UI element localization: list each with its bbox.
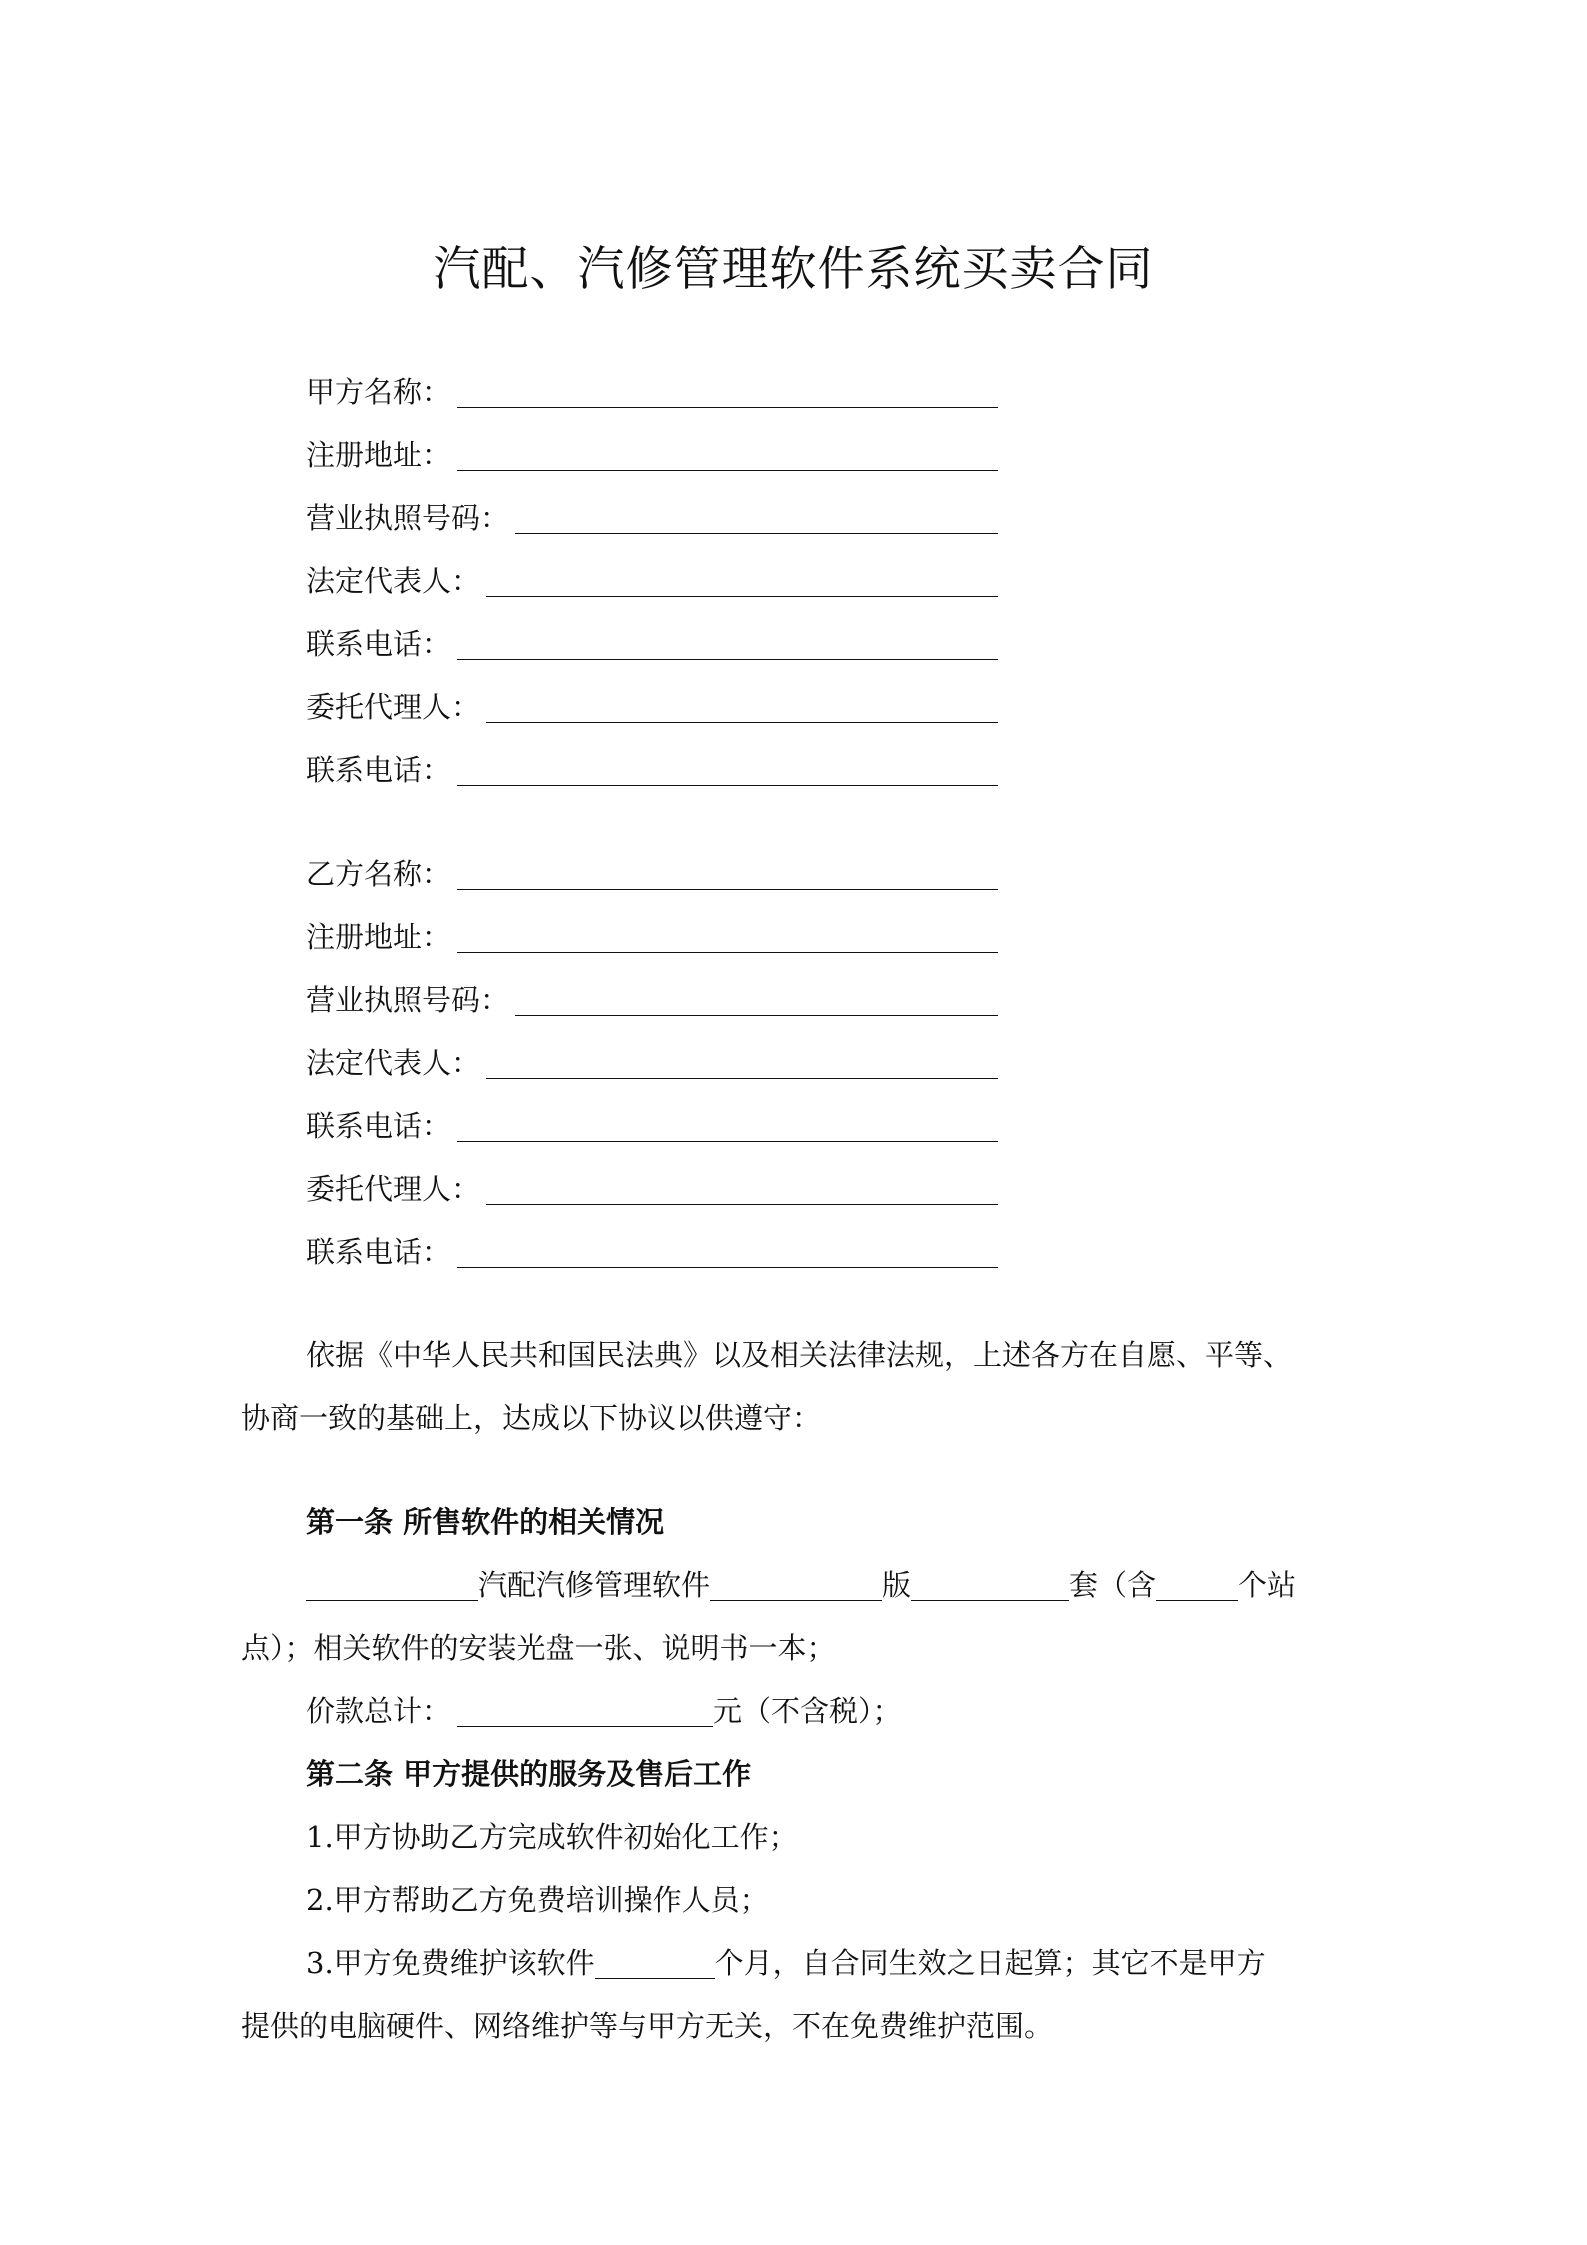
article-2-item-3 — [306, 1939, 1266, 1983]
field-label: 法定代表人： — [306, 564, 481, 598]
software-label: 汽配汽修管理软件 — [478, 1568, 711, 1602]
article-1-item-cont — [241, 1624, 836, 1668]
price-unit: 元（不含税）； — [713, 1694, 902, 1728]
party-a-agent-phone-field[interactable] — [306, 746, 998, 790]
price-blank[interactable] — [457, 1692, 713, 1727]
article-1-heading — [306, 1498, 664, 1542]
field-label: 法定代表人： — [306, 1046, 481, 1080]
party-b-agent-phone-field[interactable] — [306, 1228, 998, 1272]
blank-line[interactable] — [486, 688, 998, 723]
article-2-item-3-cont-text: 提供的电脑硬件、网络维护等与甲方无关，不在免费维护范围。 — [241, 2009, 1054, 2043]
intro-line-1 — [306, 1331, 1292, 1375]
article-2-heading-text: 第二条 甲方提供的服务及售后工作 — [306, 1757, 752, 1791]
party-a-name-field[interactable] — [306, 368, 998, 412]
price-line — [306, 1687, 902, 1731]
version-label: 版 — [882, 1568, 912, 1602]
intro-text-2: 协商一致的基础上，达成以下协议以供遵守： — [241, 1401, 822, 1435]
blank-line[interactable] — [306, 1566, 478, 1601]
blank-line[interactable] — [515, 981, 998, 1016]
blank-line[interactable] — [457, 1233, 998, 1268]
party-b-agent-field[interactable] — [306, 1165, 998, 1209]
party-a-rep-field[interactable] — [306, 557, 998, 601]
field-label: 营业执照号码： — [306, 501, 510, 535]
set-label: 套（含 — [1069, 1568, 1157, 1602]
party-a-agent-field[interactable] — [306, 683, 998, 727]
months-blank[interactable] — [595, 1944, 715, 1979]
party-b-phone-field[interactable] — [306, 1102, 998, 1146]
blank-line[interactable] — [710, 1566, 882, 1601]
article-1-heading-text: 第一条 所售软件的相关情况 — [306, 1505, 665, 1539]
field-label: 联系电话： — [306, 627, 452, 661]
document-title: 汽配、汽修管理软件系统买卖合同 — [433, 242, 1154, 297]
field-label: 注册地址： — [306, 438, 452, 472]
party-b-address-field[interactable] — [306, 913, 998, 957]
field-label: 联系电话： — [306, 1235, 452, 1269]
blank-line[interactable] — [911, 1566, 1069, 1601]
blank-line[interactable] — [457, 918, 998, 953]
field-label: 联系电话： — [306, 753, 452, 787]
article-2-item-1-text: 1.甲方协助乙方完成软件初始化工作； — [306, 1820, 798, 1854]
blank-line[interactable] — [457, 625, 998, 660]
blank-line[interactable] — [486, 562, 998, 597]
intro-line-2 — [241, 1394, 821, 1438]
blank-line[interactable] — [457, 373, 998, 408]
party-b-license-field[interactable] — [306, 976, 998, 1020]
article-2-item-1 — [306, 1813, 798, 1857]
field-label: 营业执照号码： — [306, 983, 510, 1017]
blank-line[interactable] — [515, 499, 998, 534]
article-2-item-2 — [306, 1876, 769, 1920]
article-2-item-3-text-b: 个月，自合同生效之日起算；其它不是甲方 — [714, 1946, 1266, 1980]
field-label: 委托代理人： — [306, 690, 481, 724]
field-label: 注册地址： — [306, 920, 452, 954]
article-1-item-cont-text: 点）；相关软件的安装光盘一张、说明书一本； — [241, 1631, 836, 1665]
intro-text-1: 依据《中华人民共和国民法典》以及相关法律法规，上述各方在自愿、平等、 — [306, 1338, 1293, 1372]
party-b-rep-field[interactable] — [306, 1039, 998, 1083]
article-2-item-2-text: 2.甲方帮助乙方免费培训操作人员； — [306, 1883, 769, 1917]
party-a-phone-field[interactable] — [306, 620, 998, 664]
blank-line[interactable] — [457, 1107, 998, 1142]
price-label: 价款总计： — [306, 1694, 452, 1728]
party-a-address-field[interactable] — [306, 431, 998, 475]
blank-line[interactable] — [457, 436, 998, 471]
article-2-item-3-cont — [241, 2002, 1053, 2046]
station-label: 个站 — [1238, 1568, 1297, 1602]
blank-line[interactable] — [1156, 1566, 1238, 1601]
party-a-license-field[interactable] — [306, 494, 998, 538]
field-label: 委托代理人： — [306, 1172, 481, 1206]
blank-line[interactable] — [486, 1170, 998, 1205]
article-2-item-3-text-a: 3.甲方免费维护该软件 — [306, 1946, 595, 1980]
field-label: 甲方名称： — [306, 375, 452, 409]
article-1-item-line — [306, 1561, 1296, 1605]
article-2-heading — [306, 1750, 751, 1794]
field-label: 联系电话： — [306, 1109, 452, 1143]
blank-line[interactable] — [486, 1044, 998, 1079]
party-b-name-field[interactable] — [306, 850, 998, 894]
blank-line[interactable] — [457, 855, 998, 890]
blank-line[interactable] — [457, 751, 998, 786]
field-label: 乙方名称： — [306, 857, 452, 891]
